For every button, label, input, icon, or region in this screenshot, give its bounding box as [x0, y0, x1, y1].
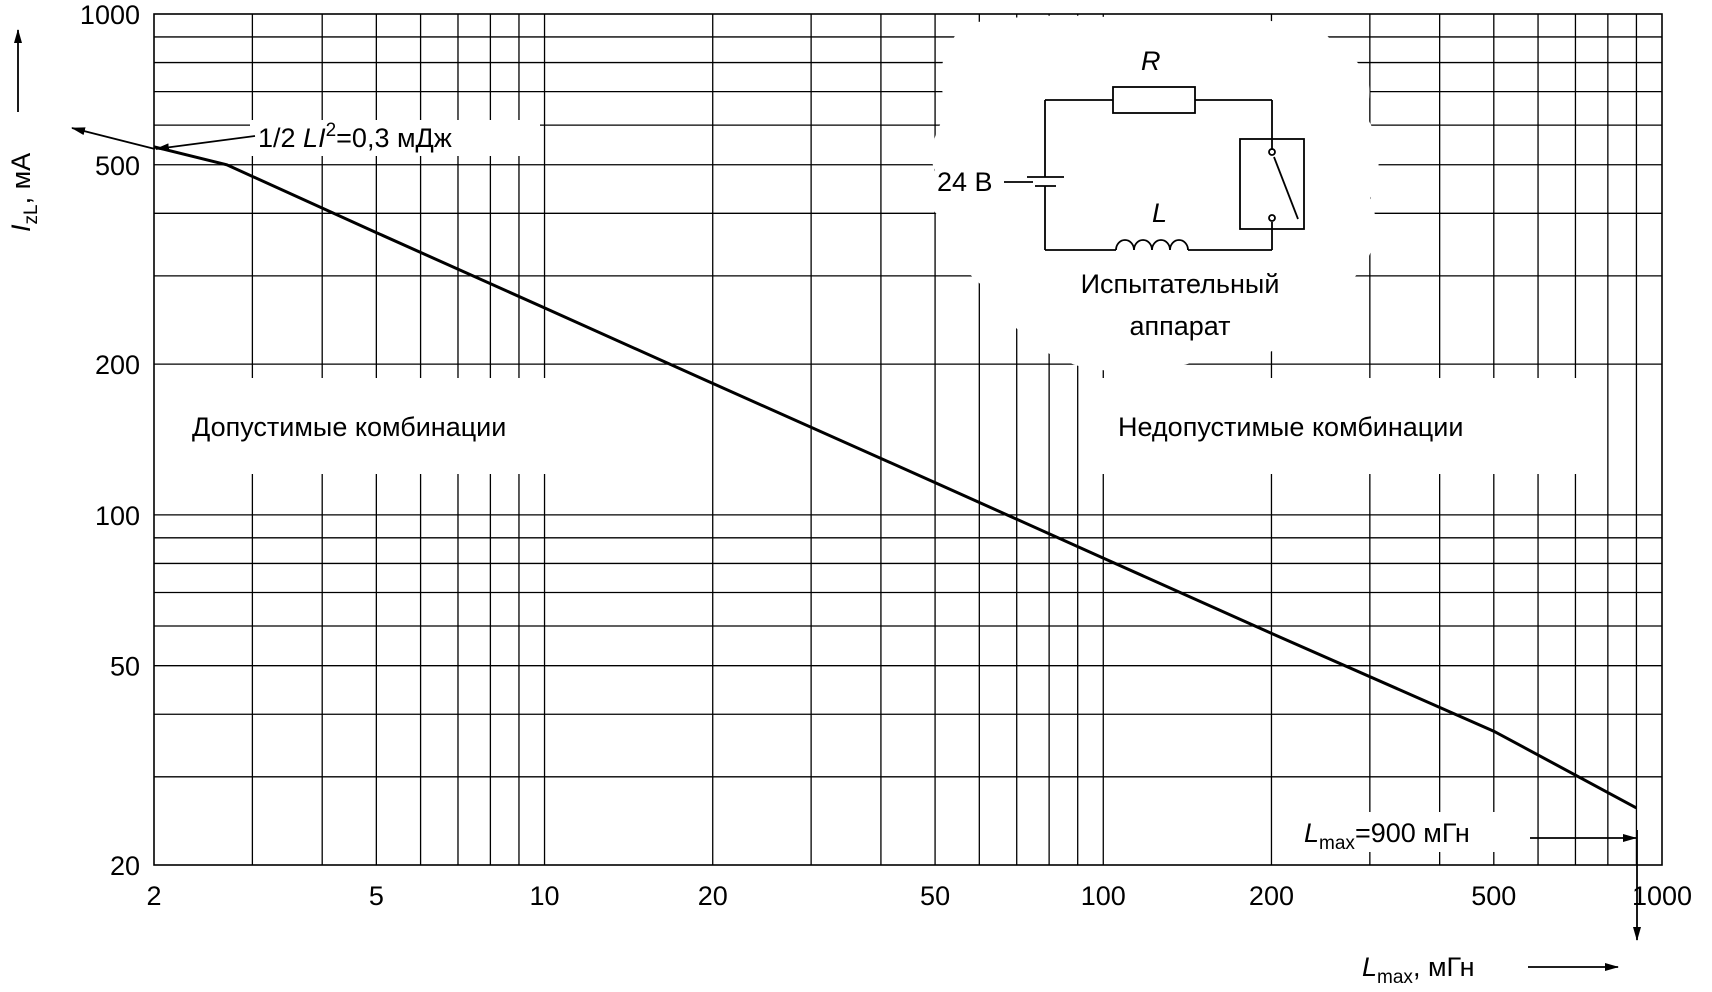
x-tick-label: 1000 [1631, 881, 1693, 911]
energy-arrow [156, 136, 255, 149]
x-tick-label: 500 [1471, 881, 1517, 911]
x-tick-label: 10 [529, 881, 560, 911]
y-tick-label: 200 [94, 350, 140, 381]
y-axis-title: $I_{zL}$, мА [6, 152, 42, 232]
x-tick-label: 20 [697, 881, 728, 911]
y-tick-label: 20 [109, 851, 140, 881]
apparatus-label-line2: аппарат [1129, 311, 1231, 341]
inductor-label: L [1152, 198, 1168, 228]
forbidden-region-label: Недопустимые комбинации [1118, 412, 1464, 442]
voltage-label: 24 В [937, 167, 993, 197]
energy-extension-arrow [72, 128, 155, 149]
x-tick-label: 2 [146, 881, 162, 911]
apparatus-label-line1: Испытательный [1080, 269, 1280, 299]
y-tick-label: 50 [109, 651, 140, 682]
x-tick-label: 5 [368, 881, 384, 911]
energy-annotation: 1/2 $LI^2=0,3$ мДж [258, 120, 452, 153]
y-tick-label: 500 [94, 150, 140, 181]
resistor-label: R [1141, 46, 1161, 76]
x-tick-label: 50 [920, 881, 951, 911]
allowed-region-label: Допустимые комбинации [192, 412, 507, 442]
x-axis-title: $L_{max}$, мГн [1362, 952, 1475, 988]
y-tick-label: 100 [94, 500, 140, 531]
lmax-annotation: $L_{max}=900$ мГн [1304, 818, 1470, 854]
x-tick-label: 200 [1248, 881, 1294, 911]
y-tick-label: 1000 [79, 0, 140, 30]
x-tick-label: 100 [1080, 881, 1126, 911]
x-tick-labels [146, 881, 1692, 911]
